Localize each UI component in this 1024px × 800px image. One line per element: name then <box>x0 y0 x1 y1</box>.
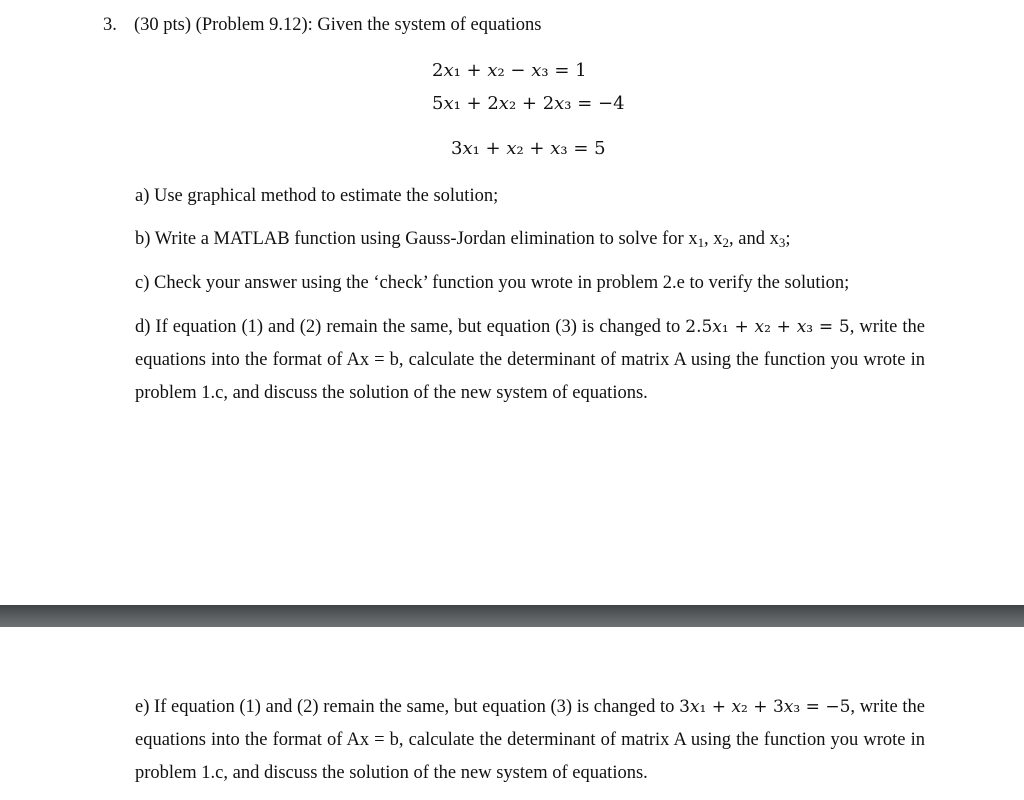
part-c: c) Check your answer using the ‘check’ function you wrote in problem 2.e to verify the solution; <box>135 273 850 293</box>
part-d-after: , write the equations into the format of Ax = b, calculate the determinant of matrix A using the function you wrote in problem 1.c, and discuss the solution of the new system of equations. <box>135 317 925 403</box>
separator: , and <box>729 229 770 249</box>
document-page-2 <box>0 627 1024 800</box>
page-separator <box>0 605 1024 627</box>
part-a: a) Use graphical method to estimate the solution; <box>135 186 499 206</box>
variable-x2: $x_2$ <box>713 229 729 251</box>
part-e-after: , write the equations into the format of Ax = b, calculate the determinant of matrix A using the function you wrote in problem 1.c, and discuss the solution of the new system of equations. <box>135 697 925 783</box>
part-e-before: e) If equation (1) and (2) remain the same, but equation (3) is changed to <box>135 697 680 717</box>
equation-2: 5𝑥₁ + 2𝑥₂ + 2𝑥₃ = −4 <box>432 93 625 114</box>
part-e-equation: 3𝑥₁ + 𝑥₂ + 3𝑥₃ = −5 <box>679 697 851 717</box>
separator: , <box>704 229 714 249</box>
part-d-before: d) If equation (1) and (2) remain the same, but equation (3) is changed to <box>135 317 686 337</box>
part-b <box>135 223 925 259</box>
problem-number: 3. <box>103 15 117 35</box>
terminator: ; <box>785 229 791 249</box>
problem-heading: (30 pts) (Problem 9.12): Given the system of equations <box>134 15 542 35</box>
part-b-text: b) Write a MATLAB function using Gauss-Jordan elimination to solve for <box>135 229 689 249</box>
variable-x3: $x_3$ <box>769 229 786 251</box>
equation-3: 3𝑥₁ + 𝑥₂ + 𝑥₃ = 5 <box>451 138 606 159</box>
part-d <box>135 311 925 410</box>
equation-1: 2𝑥₁ + 𝑥₂ − 𝑥₃ = 1 <box>432 60 587 81</box>
part-e <box>135 691 925 790</box>
part-d-equation: 2.5𝑥₁ + 𝑥₂ + 𝑥₃ = 5 <box>685 317 850 337</box>
variable-x1: $x_1$ <box>688 229 705 251</box>
